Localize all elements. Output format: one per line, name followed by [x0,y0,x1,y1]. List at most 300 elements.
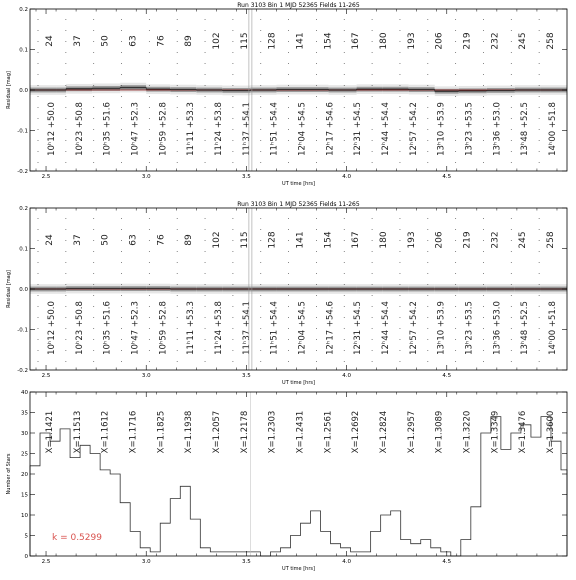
separator-dot [400,251,401,252]
separator-dot [316,317,317,318]
separator-dot [344,295,345,296]
separator-dot [93,63,94,64]
separator-dot [344,339,345,340]
histogram-bar [200,548,210,556]
separator-dot [455,361,456,362]
x-axis-label: UT time [hrs] [282,380,315,386]
separator-dot [177,328,178,329]
separator-dot [149,218,150,219]
separator-dot [372,273,373,274]
separator-dot [65,74,66,75]
separator-dot [372,361,373,362]
separator-dot [316,85,317,86]
separator-dot [93,107,94,108]
separator-dot [65,361,66,362]
separator-dot [65,273,66,274]
y-tick-label: 35 [21,411,28,417]
y-tick-label: 40 [21,390,28,396]
separator-dot [400,273,401,274]
separator-dot [372,63,373,64]
separator-dot [93,85,94,86]
airmass-label: X=1.2957 [407,411,417,454]
separator-dot [121,251,122,252]
separator-dot [316,41,317,42]
field-label: 76 [156,35,166,47]
separator-dot [121,240,122,241]
separator-dot [149,251,150,252]
separator-dot [427,361,428,362]
y-tick-label: 15 [21,493,28,499]
separator-dot [38,361,39,362]
field-label: 167 [351,32,361,49]
separator-dot [344,151,345,152]
separator-dot [400,96,401,97]
separator-dot [177,162,178,163]
separator-dot [372,229,373,230]
separator-dot [177,284,178,285]
separator-dot [316,30,317,31]
separator-dot [427,107,428,108]
coord-label: 10ʰ35 +51.6 [103,301,113,355]
field-label: 89 [184,35,194,47]
histogram-bar [331,544,341,556]
separator-dot [483,41,484,42]
separator-dot [260,140,261,141]
separator-dot [539,162,540,163]
separator-dot [539,151,540,152]
separator-dot [177,240,178,241]
separator-dot [427,317,428,318]
separator-dot [65,19,66,20]
separator-dot [511,350,512,351]
separator-dot [400,30,401,31]
separator-dot [38,328,39,329]
separator-dot [93,129,94,130]
histogram-bar [531,437,541,556]
separator-dot [427,229,428,230]
separator-dot [455,328,456,329]
separator-dot [511,162,512,163]
separator-dot [177,229,178,230]
separator-dot [483,339,484,340]
separator-dot [372,96,373,97]
separator-dot [149,63,150,64]
separator-dot [205,284,206,285]
field-label: 37 [73,35,83,46]
coord-label: 11ʰ11 +53.3 [186,301,196,355]
separator-dot [400,328,401,329]
separator-dot [511,74,512,75]
separator-dot [455,118,456,119]
separator-dot [372,339,373,340]
y-tick-label: -0.1 [17,129,28,135]
separator-dot [260,306,261,307]
separator-dot [93,251,94,252]
separator-dot [372,350,373,351]
separator-dot [65,229,66,230]
x-tick-label: 3.5 [242,559,251,565]
coord-label: 12ʰ57 +54.2 [409,301,419,355]
separator-dot [65,162,66,163]
field-label: 63 [128,35,138,46]
field-label: 258 [546,32,556,49]
separator-dot [93,295,94,296]
separator-dot [483,350,484,351]
separator-dot [232,350,233,351]
separator-dot [400,19,401,20]
field-label: 167 [351,231,361,248]
separator-dot [427,350,428,351]
separator-dot [260,229,261,230]
separator-dot [65,30,66,31]
separator-dot [93,273,94,274]
separator-dot [260,41,261,42]
chart-title: Run 3103 Bin 1 MJD 52365 Fields 11-265 [237,2,360,9]
residual-panel-1 [6,2,567,187]
airmass-label: X=1.1421 [45,411,55,454]
separator-dot [149,74,150,75]
field-label: 232 [490,32,500,49]
y-tick-label: 0.0 [19,88,28,94]
coord-label: 12ʰ57 +54.2 [409,102,419,156]
separator-dot [455,96,456,97]
y-tick-label: 0.1 [19,247,28,253]
separator-dot [288,41,289,42]
airmass-label: X=1.3349 [490,411,500,454]
separator-dot [455,107,456,108]
separator-dot [260,262,261,263]
separator-dot [427,284,428,285]
separator-dot [38,129,39,130]
y-tick-label: 0.0 [19,287,28,293]
separator-dot [121,74,122,75]
x-axis-label: UT time [hrs] [282,181,315,187]
coord-label: 10ʰ23 +50.8 [75,301,85,355]
histogram-bar [501,449,511,556]
field-label: 24 [45,35,55,47]
x-tick-label: 4.5 [442,559,451,565]
coord-label: 10ʰ12 +50.0 [47,102,57,156]
separator-dot [121,317,122,318]
separator-dot [38,273,39,274]
y-tick-label: 20 [21,472,28,478]
separator-dot [121,85,122,86]
separator-dot [344,140,345,141]
separator-dot [149,52,150,53]
separator-dot [372,30,373,31]
separator-dot [372,284,373,285]
separator-dot [344,41,345,42]
field-label: 76 [156,234,166,246]
airmass-label: X=1.3220 [463,411,473,454]
separator-dot [288,140,289,141]
separator-dot [427,19,428,20]
separator-dot [177,306,178,307]
separator-dot [260,295,261,296]
field-label: 24 [45,234,55,246]
separator-dot [38,85,39,86]
separator-dot [260,328,261,329]
separator-dot [455,74,456,75]
separator-dot [260,74,261,75]
histogram-bar [431,548,441,556]
separator-dot [427,295,428,296]
separator-dot [427,96,428,97]
separator-dot [539,52,540,53]
separator-dot [539,129,540,130]
separator-dot [539,262,540,263]
field-label: 141 [296,231,306,248]
separator-dot [400,129,401,130]
separator-dot [121,284,122,285]
separator-dot [93,262,94,263]
separator-dot [149,118,150,119]
separator-dot [400,140,401,141]
histogram-bar [421,540,431,556]
coord-label: 10ʰ35 +51.6 [103,102,113,156]
x-tick-label: 3.0 [142,559,151,565]
separator-dot [427,140,428,141]
separator-dot [93,19,94,20]
separator-dot [177,317,178,318]
separator-dot [93,339,94,340]
y-axis-label: Number of Stars [6,453,12,494]
separator-dot [483,251,484,252]
separator-dot [205,240,206,241]
separator-dot [288,63,289,64]
separator-dot [121,229,122,230]
separator-dot [177,295,178,296]
y-tick-label: 0.1 [19,48,28,54]
airmass-label: X=1.1938 [184,411,194,454]
separator-dot [483,284,484,285]
y-tick-label: -0.2 [17,368,28,374]
separator-dot [260,339,261,340]
separator-dot [121,107,122,108]
separator-dot [483,74,484,75]
separator-dot [232,96,233,97]
coord-label: 12ʰ31 +54.5 [353,301,363,355]
separator-dot [344,361,345,362]
separator-dot [93,151,94,152]
y-tick-label: 0.2 [19,7,28,13]
coord-label: 13ʰ10 +53.9 [437,301,447,355]
separator-dot [511,85,512,86]
separator-dot [511,118,512,119]
separator-dot [427,240,428,241]
separator-dot [539,306,540,307]
separator-dot [93,317,94,318]
separator-dot [539,107,540,108]
separator-dot [205,41,206,42]
separator-dot [232,218,233,219]
separator-dot [483,273,484,274]
separator-dot [344,240,345,241]
separator-dot [344,85,345,86]
separator-dot [121,350,122,351]
separator-dot [65,129,66,130]
separator-dot [483,118,484,119]
histogram-panel [6,390,567,572]
separator-dot [205,317,206,318]
separator-dot [427,328,428,329]
separator-dot [260,107,261,108]
separator-dot [121,63,122,64]
separator-dot [372,295,373,296]
separator-dot [483,240,484,241]
separator-dot [93,350,94,351]
separator-dot [455,218,456,219]
separator-dot [177,96,178,97]
separator-dot [260,118,261,119]
separator-dot [260,251,261,252]
coord-label: 13ʰ36 +53.0 [492,301,502,355]
separator-dot [400,339,401,340]
separator-dot [93,218,94,219]
separator-dot [65,118,66,119]
separator-dot [372,107,373,108]
separator-dot [344,218,345,219]
airmass-label: X=1.2824 [379,411,389,454]
separator-dot [483,63,484,64]
separator-dot [455,52,456,53]
coord-label: 14ʰ00 +51.8 [548,301,558,355]
separator-dot [455,262,456,263]
coord-label: 11ʰ11 +53.3 [186,102,196,156]
separator-dot [427,63,428,64]
separator-dot [400,41,401,42]
separator-dot [316,262,317,263]
separator-dot [539,295,540,296]
separator-dot [511,140,512,141]
separator-dot [344,350,345,351]
histogram-bar [160,523,170,556]
separator-dot [483,317,484,318]
y-tick-label: 10 [21,513,28,519]
y-tick-label: 5 [25,534,29,540]
separator-dot [511,151,512,152]
separator-dot [316,229,317,230]
coord-label: 13ʰ23 +53.5 [465,301,475,355]
separator-dot [65,317,66,318]
separator-dot [344,96,345,97]
separator-dot [483,52,484,53]
histogram-bar [351,552,361,556]
separator-dot [177,41,178,42]
separator-dot [232,118,233,119]
separator-dot [344,30,345,31]
airmass-label: X=1.3089 [435,411,445,454]
separator-dot [427,129,428,130]
separator-dot [177,52,178,53]
separator-dot [177,361,178,362]
separator-dot [455,251,456,252]
separator-dot [65,350,66,351]
separator-dot [344,328,345,329]
histogram-bar [371,531,381,556]
separator-dot [38,317,39,318]
x-tick-label: 4.0 [342,559,351,565]
histogram-bar [401,540,411,556]
separator-dot [93,140,94,141]
separator-dot [288,96,289,97]
separator-dot [232,361,233,362]
separator-dot [38,339,39,340]
separator-dot [65,328,66,329]
airmass-label: X=1.2303 [268,411,278,454]
separator-dot [65,151,66,152]
histogram-bar [361,552,371,556]
separator-dot [38,240,39,241]
separator-dot [539,96,540,97]
separator-dot [316,251,317,252]
separator-dot [455,317,456,318]
histogram-bar [411,544,421,556]
separator-dot [177,251,178,252]
histogram-bar [150,552,160,556]
separator-dot [65,339,66,340]
separator-dot [288,350,289,351]
airmass-label: X=1.2431 [296,411,306,454]
separator-dot [205,30,206,31]
coord-label: 12ʰ17 +54.6 [325,102,335,156]
separator-dot [288,328,289,329]
x-tick-label: 3.0 [142,373,151,379]
separator-dot [344,162,345,163]
separator-dot [511,262,512,263]
separator-dot [232,107,233,108]
x-tick-label: 4.0 [342,373,351,379]
airmass-label: X=1.2057 [212,411,222,454]
separator-dot [400,118,401,119]
field-label: 206 [435,32,445,49]
coord-label: 14ʰ00 +51.8 [548,102,558,156]
separator-dot [232,240,233,241]
separator-dot [149,328,150,329]
separator-dot [149,317,150,318]
separator-dot [372,41,373,42]
separator-dot [232,162,233,163]
separator-dot [205,118,206,119]
histogram-bar [441,552,451,556]
separator-dot [455,284,456,285]
separator-dot [483,151,484,152]
separator-dot [205,306,206,307]
separator-dot [260,52,261,53]
histogram-bar [30,466,40,556]
separator-dot [93,240,94,241]
field-label: 193 [407,231,417,248]
histogram-bar [110,474,120,556]
histogram-bar [140,548,150,556]
separator-dot [149,229,150,230]
separator-dot [483,140,484,141]
separator-dot [38,30,39,31]
separator-dot [372,151,373,152]
separator-dot [260,151,261,152]
histogram-bar [120,503,130,556]
separator-dot [400,240,401,241]
separator-dot [372,74,373,75]
separator-dot [65,218,66,219]
separator-dot [539,240,540,241]
separator-dot [232,151,233,152]
separator-dot [511,361,512,362]
separator-dot [539,273,540,274]
separator-dot [511,306,512,307]
separator-dot [121,328,122,329]
separator-dot [288,339,289,340]
